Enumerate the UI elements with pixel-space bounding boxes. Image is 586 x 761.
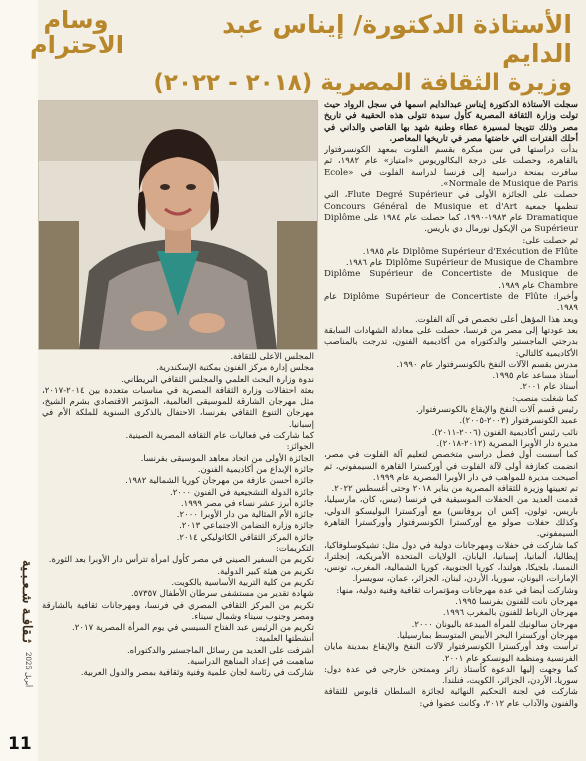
paragraph: مدرس بقسم الآلات النفخ بالكونسرفتوار عام ١٩٩٠.	[396, 359, 578, 370]
paragraph: أشرفت على العديد من رسائل الماجستير والدكتوراه.	[126, 645, 314, 656]
paragraph: جائزة أبرز عشر نساء في مصر ١٩٩٩.	[180, 498, 314, 509]
paragraph: رئيس قسم آلات النفخ والإيقاع بالكونسرفتوار.	[415, 405, 578, 416]
section-badge	[30, 8, 122, 80]
paragraph: أستاذ مساعد عام ١٩٩٥.	[492, 371, 578, 382]
section-heading: التكريمات:	[275, 544, 314, 555]
paragraph: شاركت في لجنة التحكيم النهائية لجائزة السلطان قابوس للثقافة والفنون والآداب عام ٢٠١٢، وكانت عضوا في:	[324, 687, 578, 709]
paragraph: المجلس الأعلى للثقافة.	[230, 352, 314, 362]
paragraph: ويعد هذا المؤهل أعلى تخصص في آلة الفلوت.	[415, 314, 578, 325]
article-right-column	[324, 100, 578, 740]
paragraph: ترأست وفد أوركسترا الكونسرفتوار لآلات النفخ والإيقاع بمدينة مايان الفرنسية ومنظمة اليونسكو عام ٢٠٠١.	[324, 642, 578, 664]
paragraph: مهرجان أوركسترا البحر الأبيض المتوسط بمارسيليا.	[396, 630, 578, 641]
paragraph: ثم حصلت على:	[522, 235, 578, 246]
paragraph: كما أسست أول فصل دراسي متخصص لتعليم آلة الفلوت في مصر، انضمت كعازفة أولى لآلة الفلوت في أوركسترا القاهرة السيمفوني، ثم أصبحت مديرة للمواهب في دار الأوبرا المصرية عام ١٩٩٩.	[324, 450, 578, 483]
paragraph: جائزة الإبداع من أكاديمية الفنون.	[197, 464, 314, 475]
magazine-name: ثـقافـة شـعـبـية	[19, 560, 34, 643]
paragraph: عميد الكونسرفتوار (٢٠٠٣-٢٠٠٥).	[459, 416, 578, 427]
paragraph: كما شغلت منصب:	[512, 393, 578, 404]
paragraph: شاركت في رئاسة لجان علمية وفنية وثقافية بمصر والدول العربية.	[80, 668, 314, 679]
paragraph: كما وجهت إليها الدعوة كأستاذ زائر وممتحن خارجي في عدة دول: سوريا، الأردن، الجزائر، الكويت، فنلندا.	[324, 664, 578, 687]
magazine-brand	[6, 560, 34, 690]
paragraph: حصلت على الجائزة الأولى في Flute Degré Supérieur، التي تنظمها جمعية Concours Général de Musique et d'Art Dramatique عام ١٩٨٣-١٩٩٠، كما حصلت عام ١٩٨٤ على Diplôme Supérieur من الإيكول نورمال دي باريس.	[324, 190, 578, 235]
paragraph: تكريم من المركز الثقافي المصري في فرنسا، ومهرجانات ثقافية بالشارقة ومصر وجنوب سيناء وشمال سيناء.	[42, 600, 314, 622]
paragraph: جائزة وزارة التضامن الاجتماعي ٢٠١٣.	[179, 521, 314, 532]
badge-line-1: وسام	[43, 6, 109, 34]
paragraph: شهادة تقدير من مستشفى سرطان الأطفال ٥٧٣٥٧.	[131, 589, 314, 600]
article-left-column	[42, 352, 314, 752]
portrait-photo	[38, 100, 318, 350]
paragraph: كما شاركت في فعاليات عام الثقافة المصرية الصينية.	[125, 431, 314, 442]
paragraph: وشاركت أيضا في عدة مهرجانات ومؤتمرات ثقافية وفنية دولية، منها:	[336, 585, 578, 596]
paragraph: تم تعيينها وزيرة للثقافة المصرية من يناير ٢٠١٨ وحتى أغسطس ٢٠٢٢.	[331, 484, 578, 495]
paragraph: بعثة احتفالات وزارة الثقافة المصرية في مناسبات متعددة بين ٢٠١٤-٢٠١٧، مثل مهرجان الشارقة للموسيقى العالمية، المؤتمر الاقتصادي بشرم الشيخ، مهرجان التنوع الثقافي بفرنسا، الاحتفال بالذكرى السنوية للملكة الأم في إسبانيا.	[42, 385, 314, 430]
sidebar	[0, 0, 38, 761]
paragraph: مهرجان نانت للفنون بفرنسا ١٩٩٥.	[455, 597, 578, 608]
issue-date: أبريل 2025	[24, 652, 32, 688]
paragraph: الجائزة الأولى من اتحاد معاهد الموسيقى بفرنسا.	[140, 453, 314, 464]
paragraph: جائزة الأم المثالية من دار الأوبرا ٢٠٠٠.	[176, 510, 314, 521]
paragraph: تكريم من الرئيس عبد الفتاح السيسي في يوم المرأة المصرية ٢٠١٧.	[72, 623, 314, 634]
paragraph: كما شاركت في حفلات ومهرجانات دولية في دول مثل: تشيكوسلوفاكيا، إيطاليا، ألمانيا، إسبانيا، اليابان، الولايات المتحدة الأمريكية، إنجلترا، النمسا، بلجيكا، هولندا، كوريا الجنوبية، كوريا الشمالية، المغرب، تونس، الإمارات، اليونان، سوريا، الأردن، لبنان، الجزائر، عمان، سويسرا.	[324, 540, 578, 585]
portrait-illustration	[39, 101, 317, 349]
paragraph: Diplôme Supérieur de Musique de Chambre عام ١٩٨٦.	[345, 258, 578, 269]
title-name: الأستاذة الدكتورة/ إيناس عبد الدايم	[222, 10, 572, 68]
paragraph: مهرجان الرباط للفنون بالمغرب ١٩٩٦.	[442, 608, 578, 619]
paragraph: جائزة المركز الثقافي الكاثوليكي ٢٠١٤.	[176, 532, 314, 543]
paragraph: نائب رئيس أكاديمية الفنون (٢٠٠٦-٢٠١١).	[431, 427, 578, 438]
paragraph: ساهمت في إعداد المناهج الدراسية.	[187, 657, 314, 668]
title-role: وزيرة الثقافة المصرية (٢٠١٨ - ٢٠٢٢)	[153, 70, 572, 96]
paragraph: قدمت العديد من الحفلات الموسيقية في فرنسا (نيس، كان، مارسيليا، باريس، تولون، إكس ان بروفانس) مع أوركسترا البوليسكو الدولي، وكذلك حفلات صولو مع أوركسترا الكونسرفتوار وأوركسترا القاهرة السيمفوني.	[324, 495, 578, 540]
paragraph: مجلس إدارة مركز الفنون بمكتبة الإسكندرية.	[156, 363, 314, 374]
paragraph: Diplôme Supérieur de Concertiste de Musique de Chambre عام ١٩٨٩.	[324, 269, 578, 291]
paragraph: Diplôme Supérieur d'Exécution de Flûte عام ١٩٨٥.	[362, 246, 578, 257]
paragraph: مديرة دار الأوبرا المصرية (٢٠١٢-٢٠١٨).	[436, 438, 578, 449]
page-title	[152, 10, 572, 96]
paragraph: مهرجان سالونيك للمرأة المبدعة باليونان ٢٠٠٠.	[411, 619, 578, 630]
section-heading: أنشطتها العلمية:	[255, 634, 314, 645]
paragraph: جائزة الدولة التشجيعية في الفنون ٢٠٠٠.	[169, 487, 314, 498]
paragraph: تكريم من السفير الصيني في مصر كأول امرأة تترأس دار الأوبرا بعد الثورة.	[48, 555, 314, 566]
paragraph: بدأت دراستها في سن مبكرة بقسم الفلوت بمعهد الكونسرفتوار بالقاهرة، وحصلت على درجة البكالوريوس «امتياز» عام ١٩٨٢، ثم سافرت بمنحة دراسية إلى فرنسا لدراسة الفلوت في «Ecole Normale de Musique de Paris».	[324, 145, 578, 190]
badge-line-2: الاحترام	[30, 31, 124, 60]
lead-paragraph: سجلت الأستاذة الدكتورة إيناس عبدالدايم اسمها في سجل الرواد حيث تولت وزارة الثقافة المصرية كأول سيدة تتولى هذه الحقيبة في تاريخ مصر وذلك تتويجا لمسيرة عطاء وطنية شهد بها القاصي والداني في أحلك الفترات التي خاضتها مصر في تاريخها المعاصر.	[324, 100, 578, 144]
section-heading: الجوائز:	[286, 442, 314, 453]
paragraph: تكريم من هيئة كبير الدولية.	[217, 566, 314, 577]
paragraph: جائزة أحسن عازفة من مهرجان كوريا الشمالية ١٩٨٢.	[125, 476, 314, 487]
paragraph: وأخيرا: Diplôme Supérieur de Concertiste de Flûte عام ١٩٨٩.	[324, 292, 578, 314]
paragraph: ندوة وزارة البحث العلمي والمجلس الثقافي البريطاني.	[121, 374, 314, 385]
paragraph: بعد عودتها إلى مصر من فرنسا، حصلت على معادلة الشهادات السابقة بدرجتي الماجستير والدكتوراه من أكاديمية الفنون، تدرجت بالمناصب الأكاديمية كالتالي:	[324, 325, 578, 359]
paragraph: تكريم من كلية التربية الأساسية بالكويت.	[171, 577, 314, 588]
paragraph: أستاذ عام ٢٠٠١.	[519, 382, 578, 393]
page-number: 11	[8, 734, 32, 754]
